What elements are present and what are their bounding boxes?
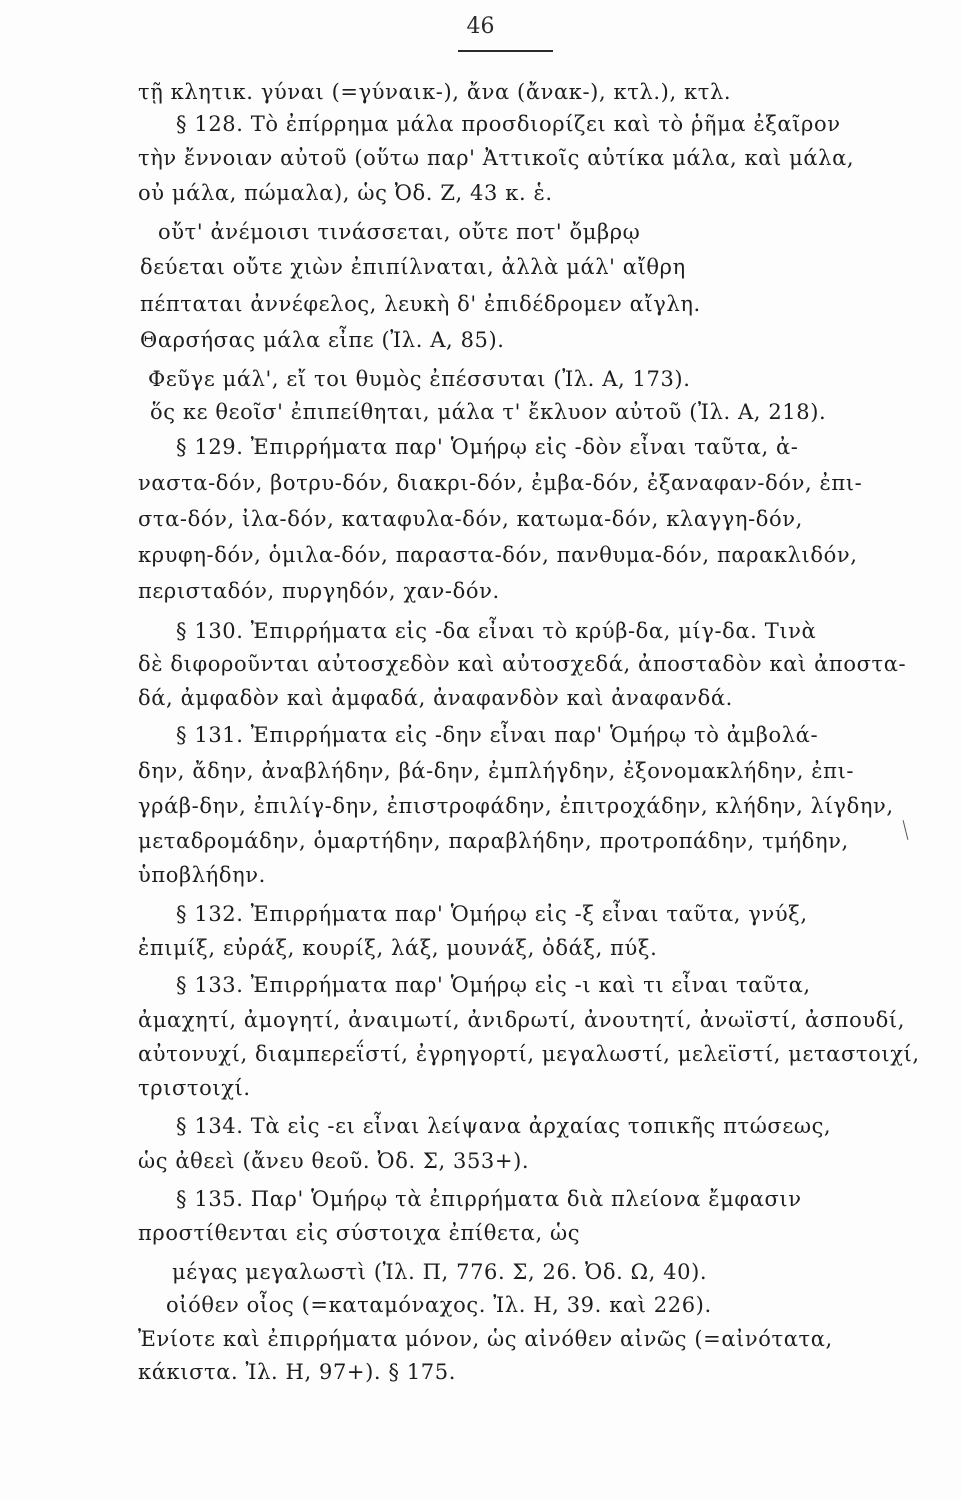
- page-number: 46: [466, 14, 495, 39]
- text-line: αὐτονυχί, διαμπερεΐστί, ἐγρηγορτί, μεγαλωστί, μελεϊστί, μεταστοιχί,: [138, 1042, 920, 1066]
- quote-line: ὅς κε θεοῖσ' ἐπιπείθηται, μάλα τ' ἔκλυον αὐτοῦ (Ἰλ. Α, 218).: [150, 400, 827, 424]
- text-line: ὡς ἀθεεὶ (ἄνευ θεοῦ. Ὀδ. Σ, 353+).: [138, 1149, 530, 1173]
- verse-line: δεύεται οὔτε χιὼν ἐπιπίλναται, ἀλλὰ μάλ' αἴθρη: [140, 255, 686, 279]
- verse-line: οὔτ' ἀνέμοισι τινάσσεται, οὔτε ποτ' ὄμβρῳ: [158, 220, 641, 244]
- text-line: δά, ἀμφαδὸν καὶ ἀμφαδά, ἀναφανδὸν καὶ ἀναφανδά.: [138, 686, 733, 710]
- text-line: § 130. Ἐπιρρήματα εἰς -δα εἶναι τὸ κρύβ-δα, μίγ-δα. Τινὰ: [176, 619, 817, 643]
- text-line: κρυφη-δόν, ὁμιλα-δόν, παραστα-δόν, πανθυμα-δόν, παρακλιδόν,: [138, 543, 858, 567]
- text-line: στα-δόν, ἰλα-δόν, καταφυλα-δόν, κατωμα-δόν, κλαγγη-δόν,: [138, 507, 803, 531]
- quote-line: Φεῦγε μάλ', εἴ τοι θυμὸς ἐπέσσυται (Ἰλ. Α, 173).: [148, 367, 691, 391]
- example-line: οἰόθεν οἶος (=καταμόναχος. Ἰλ. Η, 39. καὶ 226).: [166, 1293, 712, 1317]
- text-line: τὴν ἔννοιαν αὐτοῦ (οὕτω παρ' Ἀττικοῖς αὐτίκα μάλα, καὶ μάλα,: [138, 146, 855, 170]
- text-line: μεταδρομάδην, ὁμαρτήδην, παραβλήδην, προτροπάδην, τμήδην,: [138, 829, 849, 853]
- text-line: ἐπιμίξ, εὐράξ, κουρίξ, λάξ, μουνάξ, ὀδάξ, πύξ.: [138, 936, 658, 960]
- header-rule: [458, 50, 553, 52]
- text-line: τῇ κλητικ. γύναι (=γύναικ-), ἄνα (ἄνακ-), κτλ.), κτλ.: [138, 80, 732, 104]
- text-line: κάκιστα. Ἰλ. Η, 97+). § 175.: [138, 1360, 457, 1384]
- text-line: ναστα-δόν, βοτρυ-δόν, διακρι-δόν, ἐμβα-δόν, ἐξαναφαν-δόν, ἐπι-: [138, 471, 863, 495]
- text-line: δὲ διφοροῦνται αὐτοσχεδὸν καὶ αὐτοσχεδά, ἀποσταδὸν καὶ ἀποστα-: [138, 652, 907, 676]
- quote-line: Θαρσήσας μάλα εἶπε (Ἰλ. Α, 85).: [140, 328, 505, 352]
- text-line: § 133. Ἐπιρρήματα παρ' Ὁμήρῳ εἰς -ι καὶ τι εἶναι ταῦτα,: [176, 973, 811, 997]
- example-line: μέγας μεγαλωστὶ (Ἰλ. Π, 776. Σ, 26. Ὀδ. Ω, 40).: [172, 1260, 708, 1284]
- margin-pencil-mark: [903, 820, 909, 840]
- text-line: δην, ἄδην, ἀναβλήδην, βά-δην, ἐμπλήγδην, ἐξονομακλήδην, ἐπι-: [138, 759, 855, 783]
- text-line: Ἐνίοτε καὶ ἐπιρρήματα μόνον, ὡς αἰνόθεν αἰνῶς (=αἰνότατα,: [138, 1327, 833, 1351]
- text-line: § 135. Παρ' Ὁμήρῳ τὰ ἐπιρρήματα διὰ πλείονα ἔμφασιν: [176, 1187, 802, 1211]
- text-line: § 128. Τὸ ἐπίρρημα μάλα προσδιορίζει καὶ τὸ ῥῆμα ἐξαῖρον: [176, 112, 841, 136]
- text-line: τριστοιχί.: [138, 1076, 251, 1100]
- verse-line: πέπταται ἀννέφελος, λευκὴ δ' ἐπιδέδρομεν αἴγλη.: [140, 292, 701, 316]
- text-line: προστίθενται εἰς σύστοιχα ἐπίθετα, ὡς: [138, 1221, 581, 1245]
- text-line: ὑποβλήδην.: [138, 863, 266, 887]
- text-line: § 134. Τὰ εἰς -ει εἶναι λείψανα ἀρχαίας τοπικῆς πτώσεως,: [176, 1114, 832, 1138]
- text-line: § 132. Ἐπιρρήματα παρ' Ὁμήρῳ εἰς -ξ εἶναι ταῦτα, γνύξ,: [176, 902, 808, 926]
- text-line: § 129. Ἐπιρρήματα παρ' Ὁμήρῳ εἰς -δὸν εἶναι ταῦτα, ἀ-: [176, 435, 799, 459]
- text-line: § 131. Ἐπιρρήματα εἰς -δην εἶναι παρ' Ὁμήρῳ τὸ ἀμβολά-: [176, 723, 819, 747]
- text-line: οὐ μάλα, πώμαλα), ὡς Ὀδ. Ζ, 43 κ. ἑ.: [138, 181, 553, 205]
- text-line: περισταδόν, πυργηδόν, χαν-δόν.: [138, 579, 500, 603]
- text-line: γράβ-δην, ἐπιλίγ-δην, ἐπιστροφάδην, ἐπιτροχάδην, κλήδην, λίγδην,: [138, 794, 894, 818]
- text-line: ἀμαχητί, ἀμογητί, ἀναιμωτί, ἀνιδρωτί, ἀνουτητί, ἀνωϊστί, ἀσπουδί,: [138, 1008, 906, 1032]
